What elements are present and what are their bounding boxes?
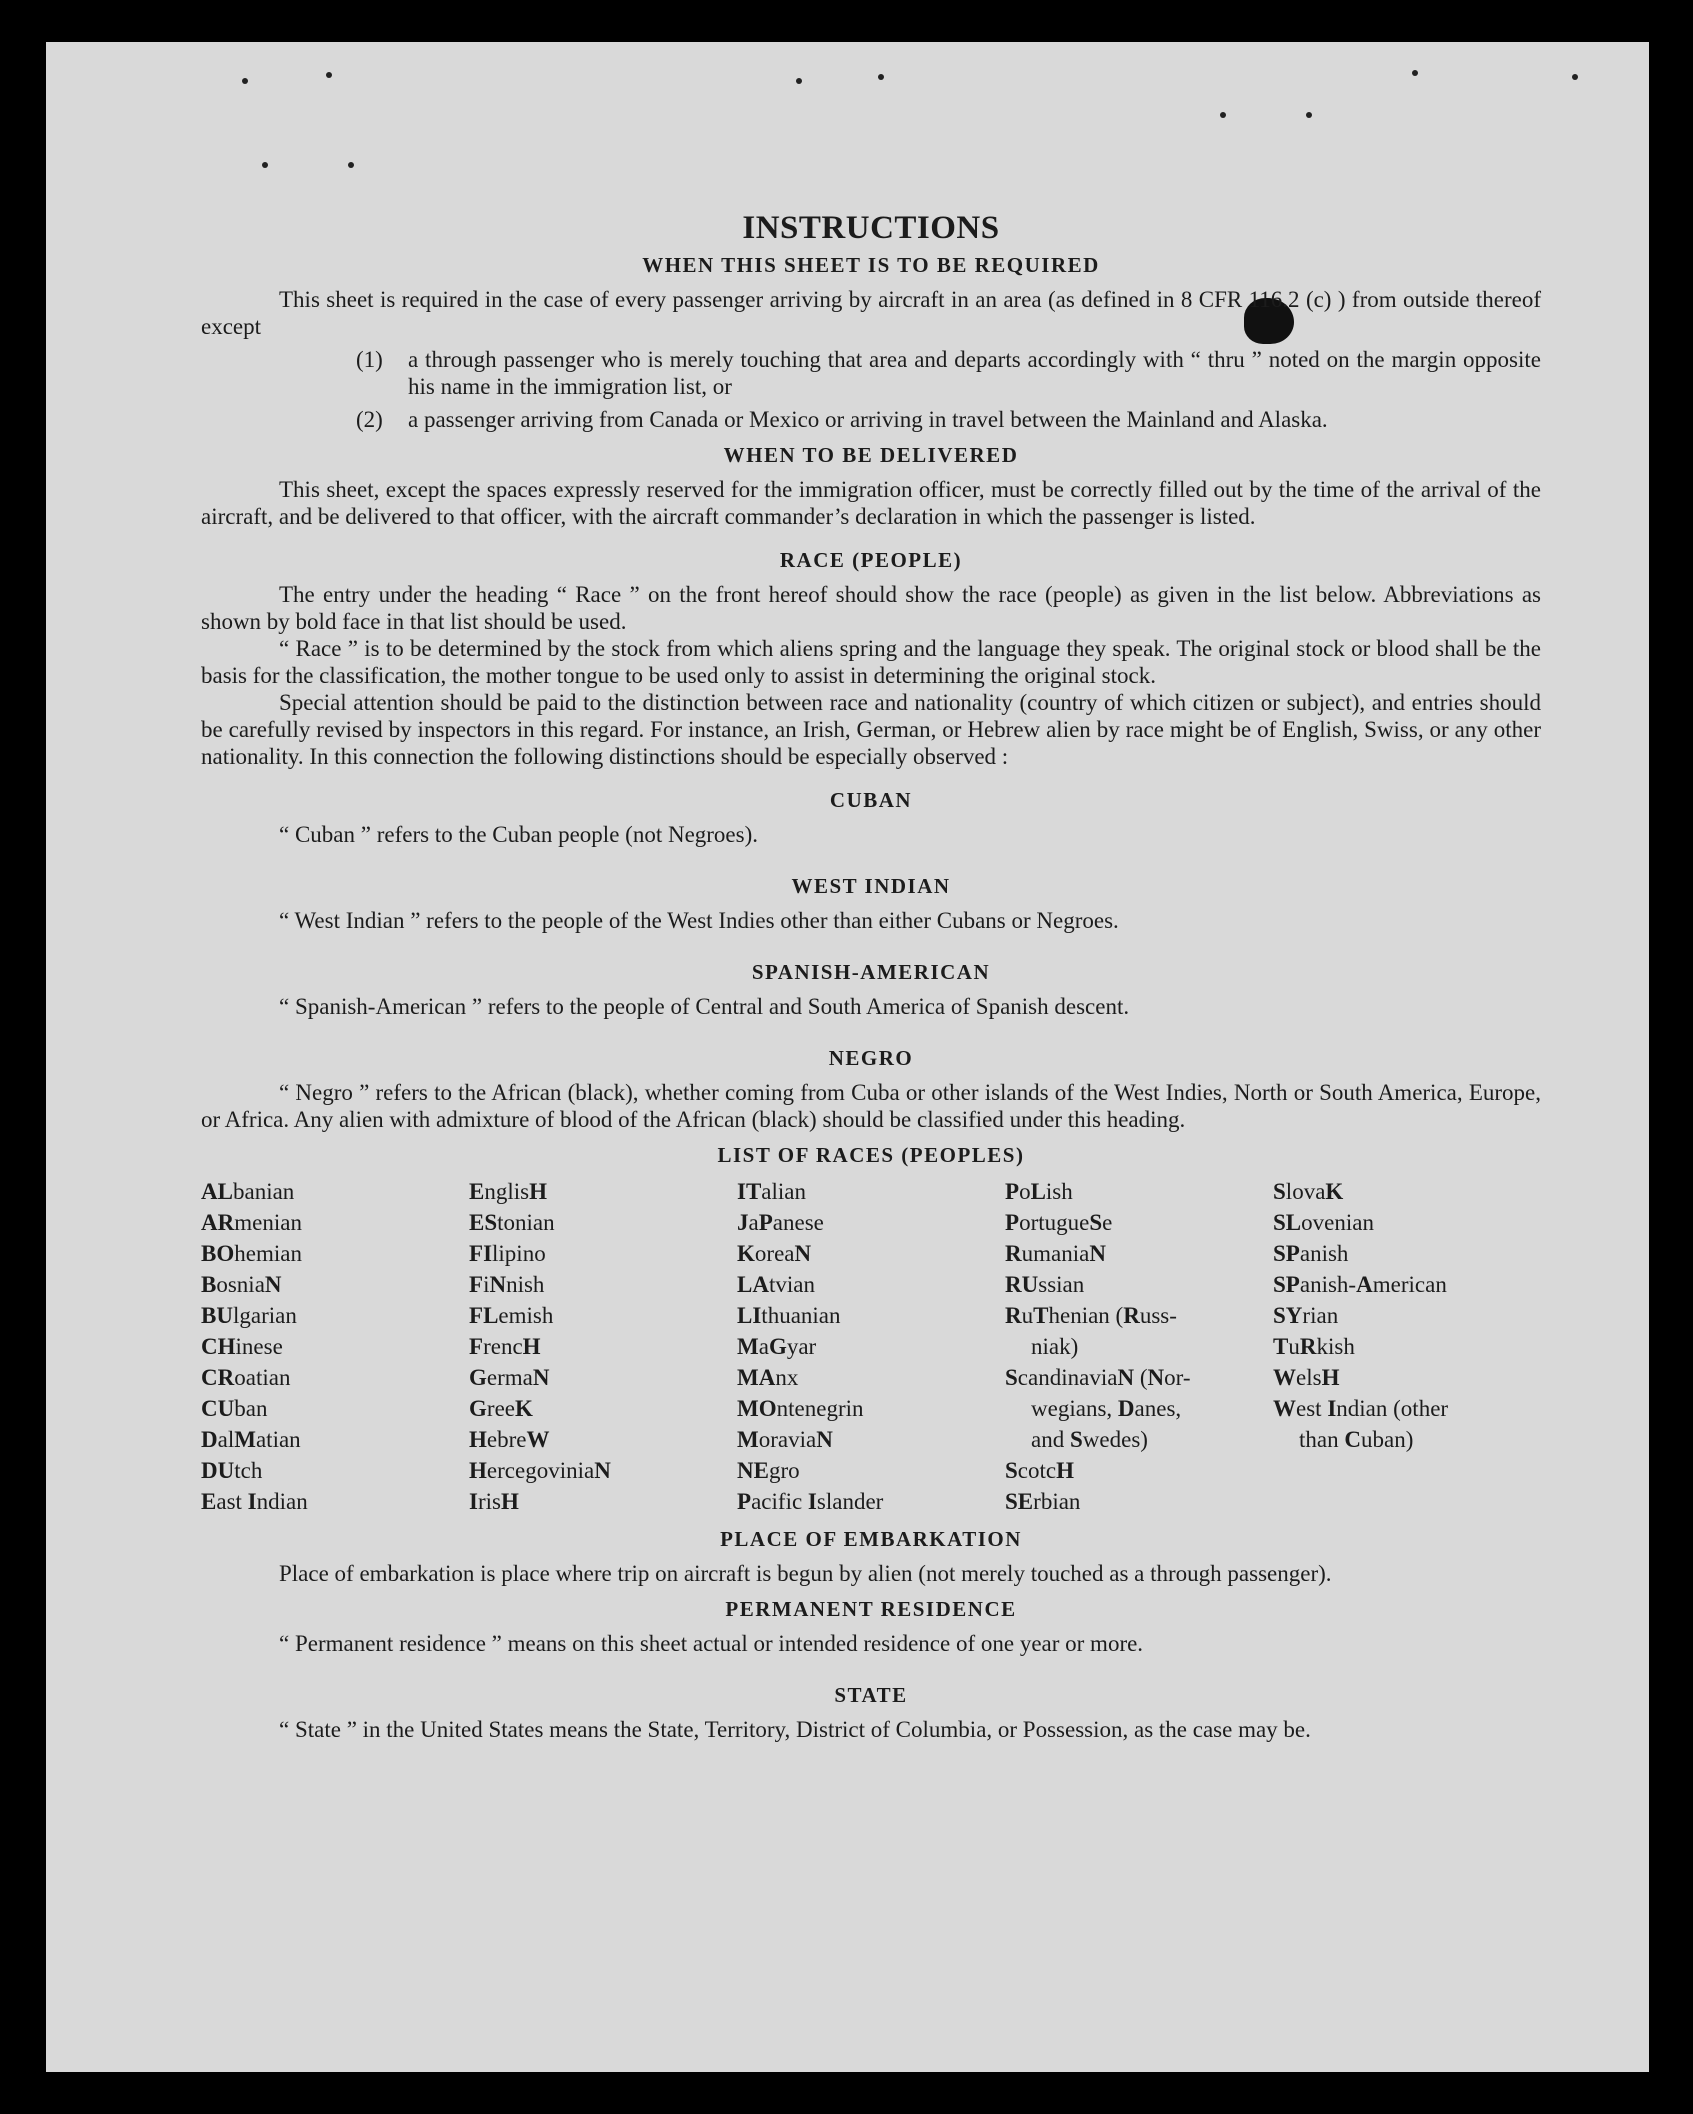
race-item: EnglisH <box>469 1179 547 1204</box>
race-item: RUssian <box>1005 1272 1085 1297</box>
scan-speck <box>1412 70 1418 76</box>
scan-speck <box>1220 112 1226 118</box>
race-item: RuThenian (Russ- <box>1005 1303 1177 1328</box>
race-item: EStonian <box>469 1210 555 1235</box>
race-item: and Swedes) <box>1031 1427 1148 1452</box>
race-item: CUban <box>201 1396 268 1421</box>
race-item: FrencH <box>469 1334 541 1359</box>
race-paragraph-1: The entry under the heading “ Race ” on the front hereof should show the race (people) as given in the list below. Abbreviations as shown by bold face in that list should be used. <box>201 582 1541 634</box>
race-item: NEgro <box>737 1458 800 1483</box>
heading-state: STATE <box>834 1683 908 1707</box>
race-item: SYrian <box>1273 1303 1339 1328</box>
scan-speck <box>1572 74 1578 80</box>
heading-permanent-residence: PERMANENT RESIDENCE <box>725 1597 1017 1621</box>
race-item: West Indian (other <box>1273 1396 1449 1421</box>
heading-list-of-races: LIST OF RACES (PEOPLES) <box>717 1143 1025 1167</box>
race-column <box>469 1176 737 1517</box>
west-indian-text: “ West Indian ” refers to the people of the West Indies other than either Cubans or Negroes. <box>279 908 1119 933</box>
race-item: BUlgarian <box>201 1303 297 1328</box>
heading-when-delivered: WHEN TO BE DELIVERED <box>723 443 1019 467</box>
race-item: PoLish <box>1005 1179 1073 1204</box>
scan-speck <box>1306 112 1312 118</box>
race-item: CRoatian <box>201 1365 291 1390</box>
document-sheet <box>46 42 1649 2072</box>
heading-cuban: CUBAN <box>829 788 913 812</box>
race-column <box>201 1176 469 1517</box>
race-item: BosniaN <box>201 1272 282 1297</box>
required-intro: This sheet is required in the case of every passenger arriving by aircraft in an area (as defined in 8 CFR 116.2 (c) ) from outside thereof except <box>201 287 1541 339</box>
race-item: WelsH <box>1273 1365 1340 1390</box>
exception-item-2 <box>201 406 1541 433</box>
race-item: LIthuanian <box>737 1303 841 1328</box>
scan-speck <box>796 78 802 84</box>
race-item: HercegoviniaN <box>469 1458 611 1483</box>
race-paragraph-3: Special attention should be paid to the distinction between race and nationality (country of which citizen or subject), and entries should be carefully revised by inspectors in this regard. For instance, an Irish, German, or Hebrew alien by race might be of English, Swiss, or any other nationality. In this connection the following distinctions should be especially observed : <box>201 690 1541 769</box>
heading-spanish-american: SPANISH-AMERICAN <box>751 960 991 984</box>
race-item: SErbian <box>1005 1489 1081 1514</box>
exception-number: (2) <box>356 407 383 432</box>
race-item: MAnx <box>737 1365 799 1390</box>
race-item: FiNnish <box>469 1272 545 1297</box>
exception-text: a passenger arriving from Canada or Mexico or arriving in travel between the Mainland and Alaska. <box>408 407 1328 432</box>
race-item: FLemish <box>469 1303 554 1328</box>
races-list <box>201 1176 1541 1517</box>
heading-race: RACE (PEOPLE) <box>779 548 963 572</box>
race-item: Pacific Islander <box>737 1489 884 1514</box>
race-item: MoraviaN <box>737 1427 833 1452</box>
exception-text: a through passenger who is merely touching that area and departs accordingly with “ thru ” noted on the margin opposite his name in the immigration list, or <box>408 347 1541 399</box>
race-item: TuRkish <box>1273 1334 1355 1359</box>
race-item: wegians, Danes, <box>1031 1396 1182 1421</box>
scan-speck <box>326 72 332 78</box>
race-item: ScotcH <box>1005 1458 1075 1483</box>
race-item: SPanish <box>1273 1241 1349 1266</box>
race-item: MaGyar <box>737 1334 817 1359</box>
page-title: INSTRUCTIONS <box>742 210 1000 246</box>
race-item: DUtch <box>201 1458 263 1483</box>
race-column <box>1273 1176 1541 1517</box>
scan-speck <box>242 78 248 84</box>
spanish-american-text: “ Spanish-American ” refers to the people of Central and South America of Spanish descent. <box>279 994 1130 1019</box>
race-item: ITalian <box>737 1179 807 1204</box>
race-item: East Indian <box>201 1489 308 1514</box>
race-item: IrisH <box>469 1489 519 1514</box>
exception-number: (1) <box>356 347 383 372</box>
race-item: DalMatian <box>201 1427 301 1452</box>
negro-text: “ Negro ” refers to the African (black), whether coming from Cuba or other islands of the West Indies, North or South America, Europe, or Africa. Any alien with admixture of blood of the African (black) should be classified under this heading. <box>201 1080 1541 1132</box>
race-item: SLovenian <box>1273 1210 1374 1235</box>
state-text: “ State ” in the United States means the State, Territory, District of Columbia, or Possession, as the case may be. <box>279 1717 1311 1742</box>
race-column <box>1005 1176 1273 1517</box>
scan-speck <box>878 74 884 80</box>
race-item: KoreaN <box>737 1241 812 1266</box>
exception-item-1 <box>201 346 1541 400</box>
race-item: ScandinaviaN (Nor- <box>1005 1365 1191 1390</box>
cuban-text: “ Cuban ” refers to the Cuban people (not Negroes). <box>279 822 759 847</box>
heading-west-indian: WEST INDIAN <box>791 874 951 898</box>
race-item: GreeK <box>469 1396 533 1421</box>
heading-when-required: WHEN THIS SHEET IS TO BE REQUIRED <box>642 253 1100 277</box>
race-item: ARmenian <box>201 1210 302 1235</box>
race-item: RumaniaN <box>1005 1241 1106 1266</box>
race-item: FIlipino <box>469 1241 546 1266</box>
race-item: BOhemian <box>201 1241 302 1266</box>
race-item: CHinese <box>201 1334 283 1359</box>
heading-negro: NEGRO <box>828 1046 914 1070</box>
delivered-text: This sheet, except the spaces expressly reserved for the immigration officer, must be correctly filled out by the time of the arrival of the aircraft, and be delivered to that officer, with the aircraft commander’s declaration in which the passenger is listed. <box>201 477 1541 529</box>
race-column <box>737 1176 1005 1517</box>
race-paragraph-2: “ Race ” is to be determined by the stock from which aliens spring and the language they speak. The original stock or blood shall be the basis for the classification, the mother tongue to be used only to assist in determining the original stock. <box>201 636 1541 688</box>
race-item: GermaN <box>469 1365 550 1390</box>
instructions-content <box>201 160 1541 1743</box>
race-item: HebreW <box>469 1427 550 1452</box>
race-item: than Cuban) <box>1299 1427 1414 1452</box>
race-item: PortugueSe <box>1005 1210 1113 1235</box>
race-item: LAtvian <box>737 1272 815 1297</box>
race-item: SPanish-American <box>1273 1272 1447 1297</box>
race-item: SlovaK <box>1273 1179 1344 1204</box>
embarkation-text: Place of embarkation is place where trip on aircraft is begun by alien (not merely touched as a through passenger). <box>279 1561 1332 1586</box>
race-item: ALbanian <box>201 1179 295 1204</box>
heading-embarkation: PLACE OF EMBARKATION <box>720 1527 1022 1551</box>
race-item: niak) <box>1031 1334 1079 1359</box>
race-item: JaPanese <box>737 1210 824 1235</box>
residence-text: “ Permanent residence ” means on this sheet actual or intended residence of one year or more. <box>279 1631 1144 1656</box>
race-item: MOntenegrin <box>737 1396 864 1421</box>
